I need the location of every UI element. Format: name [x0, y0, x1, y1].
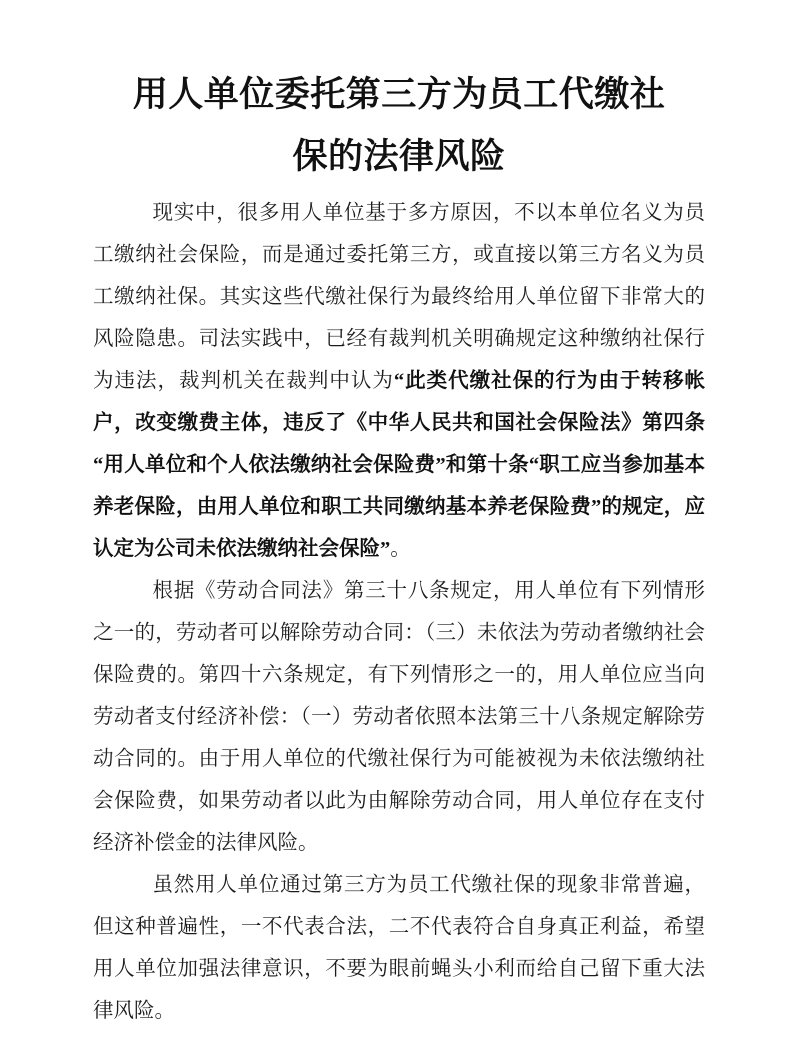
paragraph-1-tail-text: 。 [390, 538, 411, 560]
paragraph-1 [93, 192, 705, 570]
document-title: 用人单位委托第三方为员工代缴社保的法律风险 [132, 75, 666, 176]
paragraph-1-lead-text: 现实中，很多用人单位基于多方原因，不以本单位名义为员工缴纳社会保险，而是通过委托第三方，或直接以第三方名义为员工缴纳社保。其实这些代缴社保行为最终给用人单位留下非常大的风险隐患。司法实践中，已经有裁判机关明确规定这种缴纳社保行为违法，裁判机关在裁判中认为 [93, 202, 705, 392]
paragraph-1-bold-quote: “此类代缴社保的行为由于转移帐户，改变缴费主体，违反了《中华人民共和国社会保险法》第四条“用人单位和个人依法缴纳社会保险费”和第十条“职工应当参加基本养老保险，由用人单位和职工共同缴纳基本养老保险费”的规定，应认定为公司未依法缴纳社会保险” [93, 370, 705, 560]
document-body [93, 192, 705, 1032]
paragraph-2: 根据《劳动合同法》第三十八条规定，用人单位有下列情形之一的，劳动者可以解除劳动合同：（三）未依法为劳动者缴纳社会保险费的。第四十六条规定，有下列情形之一的，用人单位应当向劳动者支付经济补偿：（一）劳动者依照本法第三十八条规定解除劳动合同的。由于用人单位的代缴社保行为可能被视为未依法缴纳社会保险费，如果劳动者以此为由解除劳动合同，用人单位存在支付经济补偿金的法律风险。 [93, 580, 705, 854]
paragraph-3: 虽然用人单位通过第三方为员工代缴社保的现象非常普遍，但这种普遍性，一不代表合法，二不代表符合自身真正利益，希望用人单位加强法律意识，不要为眼前蝇头小利而给自己留下重大法律风险。 [93, 874, 705, 1022]
